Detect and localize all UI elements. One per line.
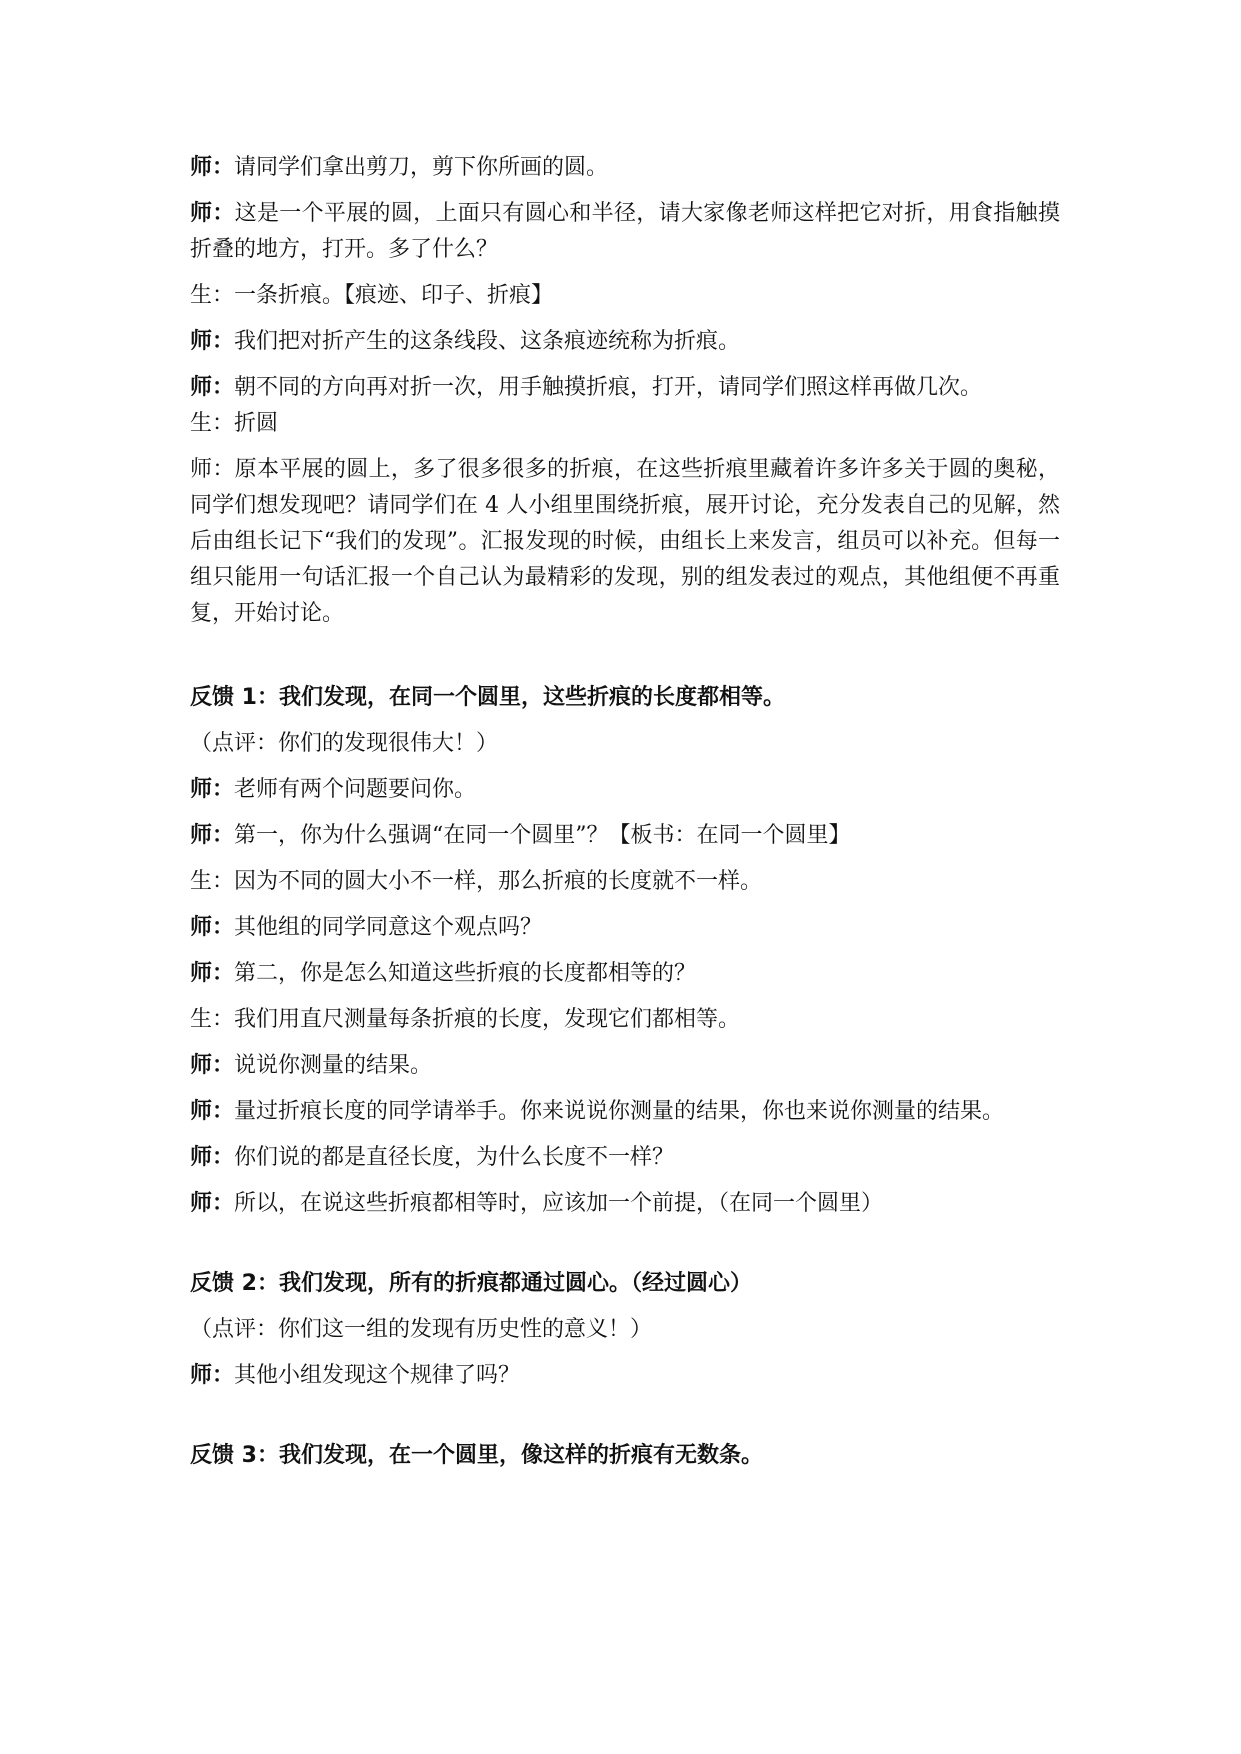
dialogue-text: 原本平展的圆上，多了很多很多的折痕，在这些折痕里藏着许多许多关于圆的奥秘，同学们想发现吧？请同学们在 4 人小组里围绕折痕，展开讨论，充分发表自己的见解，然后由组长记下“我们的发现”。汇报发现的时候，由组长上来发言，组员可以补充。但每一组只能用一句话汇报一个自己认为最精彩的发现，别的组发表过的观点，其他组便不再重复，开始讨论。 [190,457,1060,626]
dialogue-line [190,370,1060,406]
speaker-label: 生： [190,869,235,894]
speaker-label: 生： [190,1007,235,1032]
dialogue-line [190,1048,1060,1084]
dialogue-line [190,772,1060,808]
dialogue-text: 这是一个平展的圆，上面只有圆心和半径，请大家像老师这样把它对折，用食指触摸折叠的地方，打开。多了什么？ [190,201,1060,262]
dialogue-line [190,324,1060,360]
speaker-label: 师： [190,375,235,400]
feedback-heading-1: 反馈 1：我们发现，在同一个圆里，这些折痕的长度都相等。 [190,685,785,710]
dialogue-line [190,196,1060,268]
dialogue-text: 第一，你为什么强调“在同一个圆里”？【板书：在同一个圆里】 [234,823,851,848]
speaker-label: 师： [190,329,235,354]
dialogue-line [190,956,1060,992]
document-body [190,150,1060,1484]
dialogue-line [190,1002,1060,1038]
dialogue-line [190,406,1060,442]
dialogue-text: 因为不同的圆大小不一样，那么折痕的长度就不一样。 [234,869,763,894]
dialogue-line [190,910,1060,946]
dialogue-line [190,452,1060,632]
dialogue-line [190,1140,1060,1176]
speaker-label: 师： [190,1191,235,1216]
dialogue-line [190,818,1060,854]
teacher-comment: （点评：你们的发现很伟大！） [190,731,499,756]
speaker-label: 生： [190,283,235,308]
dialogue-text: 所以，在说这些折痕都相等时，应该加一个前提，（在同一个圆里） [234,1191,884,1216]
dialogue-line [190,278,1060,314]
dialogue-text: 其他组的同学同意这个观点吗？ [234,915,543,940]
dialogue-text: 折圆 [234,411,279,436]
dialogue-line [190,1358,1060,1394]
feedback-heading-3: 反馈 3：我们发现，在一个圆里，像这样的折痕有无数条。 [190,1443,763,1468]
speaker-label: 师： [190,823,235,848]
teacher-comment: （点评：你们这一组的发现有历史性的意义！） [190,1317,653,1342]
speaker-label: 师： [190,201,235,226]
speaker-label: 师： [190,961,235,986]
dialogue-line [190,1094,1060,1130]
speaker-label: 师： [190,1099,235,1124]
dialogue-text: 第二，你是怎么知道这些折痕的长度都相等的？ [234,961,697,986]
dialogue-text: 我们用直尺测量每条折痕的长度，发现它们都相等。 [234,1007,741,1032]
dialogue-text: 量过折痕长度的同学请举手。你来说说你测量的结果，你也来说你测量的结果。 [234,1099,1005,1124]
feedback-heading-2: 反馈 2：我们发现，所有的折痕都通过圆心。（经过圆心） [190,1271,752,1296]
dialogue-text: 其他小组发现这个规律了吗？ [234,1363,521,1388]
dialogue-text: 请同学们拿出剪刀，剪下你所画的圆。 [234,155,609,180]
dialogue-line [190,150,1060,186]
dialogue-text: 一条折痕。【痕迹、印子、折痕】 [234,283,554,308]
speaker-label: 师： [190,1145,235,1170]
dialogue-text: 老师有两个问题要问你。 [234,777,477,802]
dialogue-text: 朝不同的方向再对折一次，用手触摸折痕，打开，请同学们照这样再做几次。 [234,375,983,400]
dialogue-text: 说说你测量的结果。 [234,1053,433,1078]
speaker-label: 师： [190,155,235,180]
speaker-label: 师： [190,1363,235,1388]
dialogue-text: 你们说的都是直径长度，为什么长度不一样？ [234,1145,675,1170]
speaker-label: 生： [190,411,235,436]
speaker-label: 师： [190,1053,235,1078]
dialogue-line [190,864,1060,900]
speaker-label: 师： [190,457,235,482]
speaker-label: 师： [190,777,235,802]
dialogue-text: 我们把对折产生的这条线段、这条痕迹统称为折痕。 [234,329,741,354]
speaker-label: 师： [190,915,235,940]
dialogue-line [190,1186,1060,1222]
